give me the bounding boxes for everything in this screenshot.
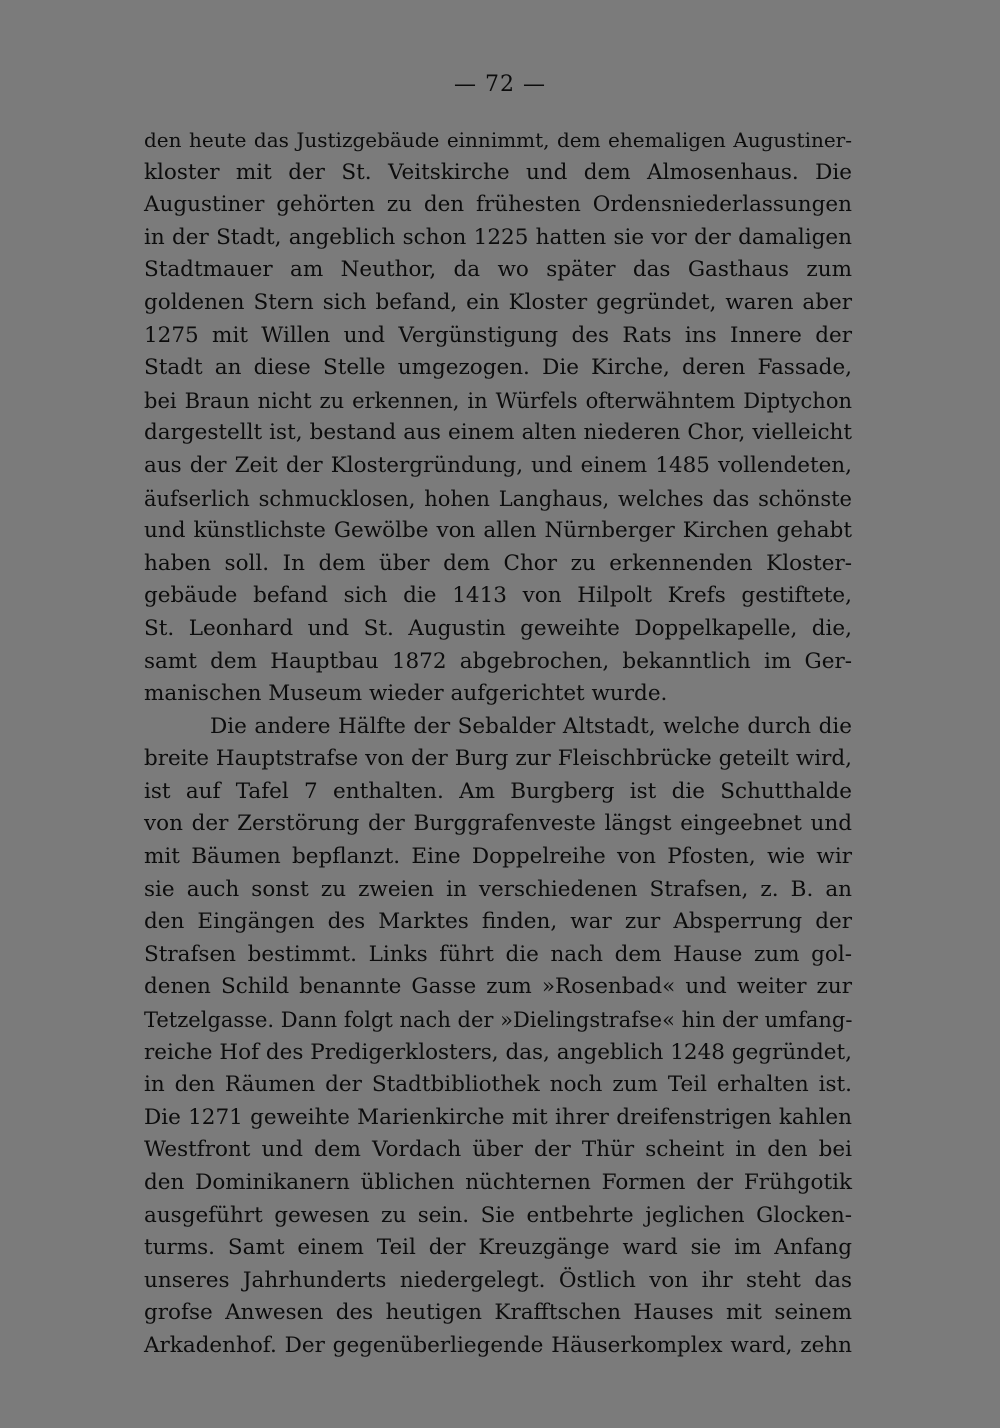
- text-line: aus der Zeit der Klostergründung, und einem 1485 vollendeten,: [144, 452, 852, 478]
- text-line: reiche Hof des Predigerklosters, das, angeblich 1248 gegründet,: [144, 1039, 852, 1065]
- text-line: breite Hauptstrafse von der Burg zur Fleischbrücke geteilt wird,: [144, 746, 852, 772]
- text-line: in der Stadt, angeblich schon 1225 hatten sie vor der damaligen: [144, 224, 852, 250]
- text-line: Strafsen bestimmt. Links führt die nach dem Hause zum gol-: [144, 941, 852, 967]
- body-text: [144, 124, 852, 1363]
- page-number: — 72 —: [454, 72, 546, 97]
- text-line: ausgeführt gewesen zu sein. Sie entbehrte jeglichen Glocken-: [144, 1202, 852, 1228]
- text-line: goldenen Stern sich befand, ein Kloster gegründet, waren aber: [144, 289, 852, 315]
- text-line: Stadt an diese Stelle umgezogen. Die Kirche, deren Fassade,: [144, 355, 852, 381]
- text-line: bei Braun nicht zu erkennen, in Würfels ofterwähntem Diptychon: [144, 388, 852, 413]
- text-line: dargestellt ist, bestand aus einem alten niederen Chor, vielleicht: [144, 420, 852, 446]
- text-line: samt dem Hauptbau 1872 abgebrochen, bekanntlich im Ger-: [144, 648, 852, 674]
- text-line: Augustiner gehörten zu den frühesten Ordensniederlassungen: [144, 192, 852, 218]
- text-line: den Dominikanern üblichen nüchternen Formen der Frühgotik: [144, 1170, 852, 1195]
- text-line: Tetzelgasse. Dann folgt nach der »Dielingstrafse« hin der umfang-: [144, 1008, 853, 1033]
- text-line: sie auch sonst zu zweien in verschiedenen Strafsen, z. B. an: [144, 876, 852, 902]
- text-line: ist auf Tafel 7 enthalten. Am Burgberg ist die Schutthalde: [144, 778, 852, 804]
- text-line: denen Schild benannte Gasse zum »Rosenbad« und weiter zur: [144, 974, 852, 1000]
- text-line: St. Leonhard und St. Augustin geweihte Doppelkapelle, die,: [144, 615, 852, 641]
- text-line: den Eingängen des Marktes finden, war zur Absperrung der: [144, 909, 852, 935]
- text-line: grofse Anwesen des heutigen Krafftschen Hauses mit seinem: [144, 1300, 852, 1326]
- text-line: in den Räumen der Stadtbibliothek noch zum Teil erhalten ist.: [144, 1072, 852, 1098]
- text-line: 1275 mit Willen und Vergünstigung des Rats ins Innere der: [144, 322, 852, 348]
- text-line: Arkadenhof. Der gegenüberliegende Häuserkomplex ward, zehn: [144, 1332, 852, 1358]
- text-line: von der Zerstörung der Burggrafenveste längst eingeebnet und: [144, 811, 852, 837]
- text-line: den heute das Justizgebäude einnimmt, dem ehemaligen Augustiner-: [144, 128, 852, 152]
- text-line: turms. Samt einem Teil der Kreuzgänge ward sie im Anfang: [144, 1235, 852, 1261]
- text-line: haben soll. In dem über dem Chor zu erkennenden Kloster-: [144, 550, 852, 576]
- text-line: Westfront und dem Vordach über der Thür scheint in den bei: [144, 1137, 852, 1163]
- text-line: Die 1271 geweihte Marienkirche mit ihrer dreifenstrigen kahlen: [144, 1104, 852, 1130]
- text-line: gebäude befand sich die 1413 von Hilpolt Krefs gestiftete,: [144, 583, 852, 609]
- text-line: unseres Jahrhunderts niedergelegt. Östlich von ihr steht das: [144, 1267, 852, 1293]
- text-line: manischen Museum wieder aufgerichtet wurde.: [144, 681, 668, 707]
- text-line: äufserlich schmucklosen, hohen Langhaus, welches das schönste: [144, 486, 852, 511]
- text-line: Stadtmauer am Neuthor, da wo später das Gasthaus zum: [144, 257, 852, 283]
- text-line: mit Bäumen bepflanzt. Eine Doppelreihe von Pfosten, wie wir: [144, 844, 852, 870]
- text-line: Die andere Hälfte der Sebalder Altstadt, welche durch die: [210, 713, 852, 739]
- text-line: und künstlichste Gewölbe von allen Nürnberger Kirchen gehabt: [144, 518, 852, 544]
- text-line: kloster mit der St. Veitskirche und dem Almosenhaus. Die: [144, 159, 852, 185]
